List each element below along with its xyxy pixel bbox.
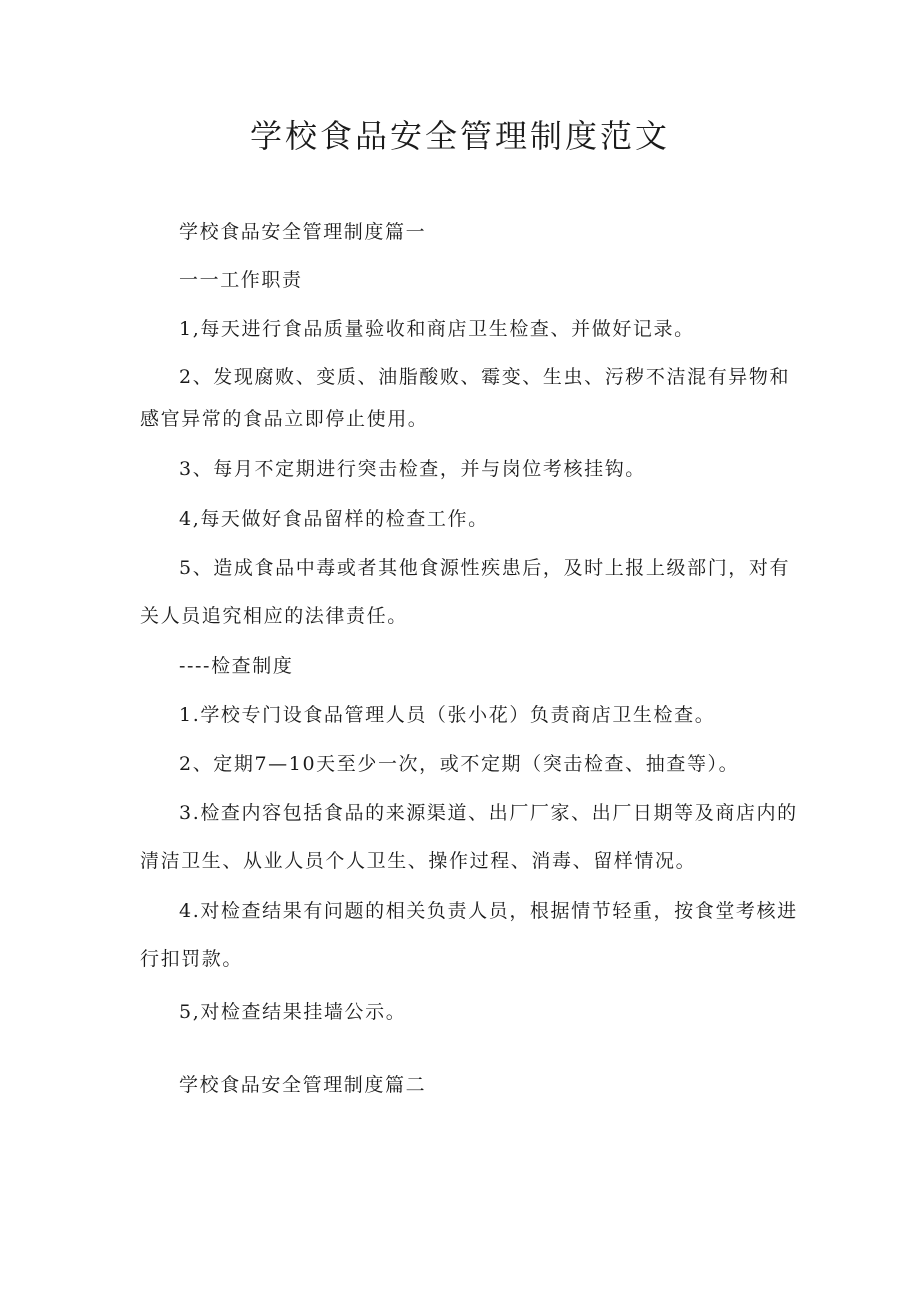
subheading-duties: 一一工作职责 [179,269,303,291]
section-heading-part-one: 学校食品安全管理制度篇一 [179,221,427,243]
inspection-item-1: 1.学校专门设食品管理人员（张小花）负责商店卫生检查。 [179,704,716,726]
duty-item-1: 1,每天进行食品质量验收和商店卫生检查、并做好记录。 [179,318,695,340]
duty-item-2: 2、发现腐败、变质、油脂酸败、霉变、生虫、污秽不洁混有异物和 [179,366,791,388]
subheading-inspection: ----检查制度 [179,655,294,677]
inspection-item-3: 3.检查内容包括食品的来源渠道、出厂厂家、出厂日期等及商店内的 [179,802,798,824]
section-heading-part-two: 学校食品安全管理制度篇二 [179,1074,427,1096]
document-title: 学校食品安全管理制度范文 [249,117,670,155]
duty-item-5-continued: 关人员追究相应的法律责任。 [140,605,408,627]
duty-item-4: 4,每天做好食品留样的检查工作。 [179,508,489,530]
inspection-item-4-continued: 行扣罚款。 [140,948,244,970]
inspection-item-4: 4.对检查结果有问题的相关负责人员，根据情节轻重，按食堂考核进 [179,900,798,922]
duty-item-5: 5、造成食品中毒或者其他食源性疾患后，及时上报上级部门，对有 [179,557,791,579]
duty-item-2-continued: 感官异常的食品立即停止使用。 [140,408,429,430]
duty-item-3: 3、每月不定期进行突击检查，并与岗位考核挂钩。 [179,458,646,480]
inspection-item-3-continued: 清洁卫生、从业人员个人卫生、操作过程、消毒、留样情况。 [140,850,697,872]
inspection-item-5: 5,对检查结果挂墙公示。 [179,1001,407,1023]
inspection-item-2: 2、定期7—10天至少一次，或不定期（突击检查、抽查等）。 [179,753,740,775]
